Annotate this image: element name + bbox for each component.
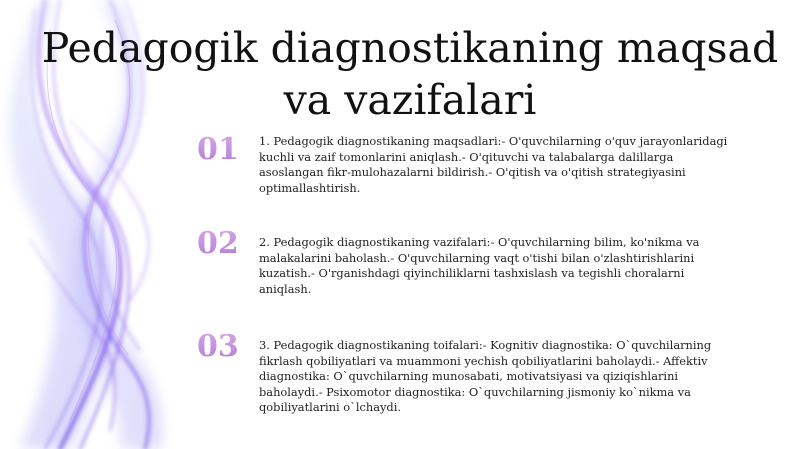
slide-title: Pedagogik diagnostikaning maqsad va vazifalari	[41, 24, 779, 124]
item-number: 02	[197, 226, 239, 261]
item-number: 03	[197, 329, 239, 364]
item-text: 3. Pedagogik diagnostikaning toifalari:- Kognitiv diagnostika: O`quvchilarning fikrlash qobiliyatlari va muammoni yechish qobiliyatlarini baholaydi.- Affektiv diagnostika: O`quvchilarning munosabati, motivatsiyasi va qiziqishlarini baholaydi.- Psixomotor diagnostika: O`quvchilarning jismoniy ko`nikma va qobiliyatlarini o`lchaydi.	[259, 338, 712, 415]
item-text: 2. Pedagogik diagnostikaning vazifalari:- O'quvchilarning bilim, ko'nikma va malakalarini baholash.- O'quvchilarning vaqt o'tishi bilan o'zlashtirishlarini kuzatish.- O'rganishdagi qiyinchiliklarni tashxislash va tegishli choralarni aniqlash.	[259, 235, 700, 296]
item-text: 1. Pedagogik diagnostikaning maqsadlari:- O'quvchilarning o'quv jarayonlaridagi kuchli va zaif tomonlarini aniqlash.- O'qituvchi va talabalarga dalillarga asoslangan fikr-mulohazalarni bildirish.- O'qitish va o'qitish strategiyasini optimallashtirish.	[259, 134, 728, 195]
item-number: 01	[197, 132, 239, 167]
